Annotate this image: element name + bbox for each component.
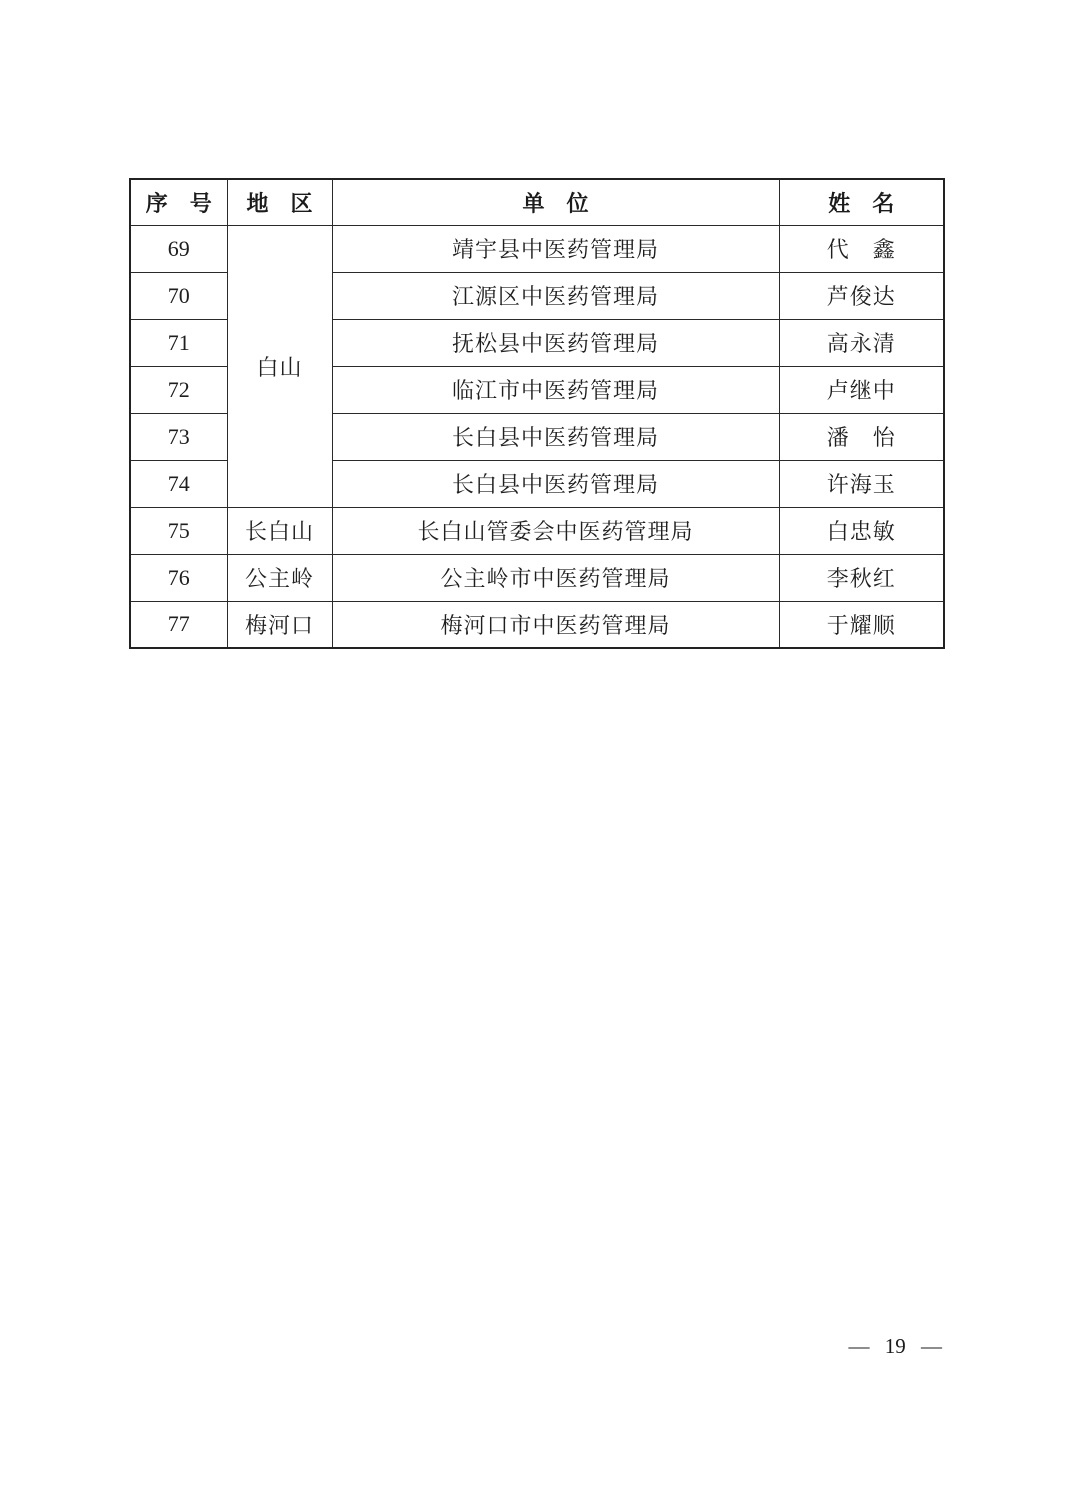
- cell-region: 梅河口: [227, 601, 332, 648]
- table-row: [130, 507, 944, 554]
- cell-unit: 江源区中医药管理局: [332, 272, 779, 319]
- cell-serial: 71: [130, 319, 227, 366]
- table-row: [130, 225, 944, 272]
- page-number: — 19 —: [848, 1334, 942, 1358]
- cell-unit: 长白山管委会中医药管理局: [332, 507, 779, 554]
- column-header-unit: 单 位: [332, 179, 779, 225]
- cell-name: 于耀顺: [779, 601, 944, 648]
- cell-unit: 长白县中医药管理局: [332, 460, 779, 507]
- cell-serial: 69: [130, 225, 227, 272]
- cell-unit: 靖宇县中医药管理局: [332, 225, 779, 272]
- cell-region-baishan: 白山: [227, 225, 332, 507]
- roster-table: [129, 178, 945, 649]
- cell-unit: 抚松县中医药管理局: [332, 319, 779, 366]
- cell-region: 公主岭: [227, 554, 332, 601]
- cell-name: 许海玉: [779, 460, 944, 507]
- cell-serial: 75: [130, 507, 227, 554]
- cell-unit: 临江市中医药管理局: [332, 366, 779, 413]
- column-header-serial: 序 号: [130, 179, 227, 225]
- cell-name: 李秋红: [779, 554, 944, 601]
- cell-serial: 77: [130, 601, 227, 648]
- table-row: [130, 601, 944, 648]
- header-row: [130, 179, 944, 225]
- cell-unit: 公主岭市中医药管理局: [332, 554, 779, 601]
- cell-serial: 70: [130, 272, 227, 319]
- column-header-region: 地 区: [227, 179, 332, 225]
- cell-serial: 73: [130, 413, 227, 460]
- cell-name: 白忠敏: [779, 507, 944, 554]
- cell-region: 长白山: [227, 507, 332, 554]
- cell-name: 芦俊达: [779, 272, 944, 319]
- cell-serial: 76: [130, 554, 227, 601]
- column-header-name: 姓 名: [779, 179, 944, 225]
- cell-serial: 74: [130, 460, 227, 507]
- table-row: [130, 554, 944, 601]
- cell-unit: 长白县中医药管理局: [332, 413, 779, 460]
- cell-name: 卢继中: [779, 366, 944, 413]
- cell-serial: 72: [130, 366, 227, 413]
- cell-name: 潘 怡: [779, 413, 944, 460]
- cell-unit: 梅河口市中医药管理局: [332, 601, 779, 648]
- cell-name: 代 鑫: [779, 225, 944, 272]
- cell-name: 高永清: [779, 319, 944, 366]
